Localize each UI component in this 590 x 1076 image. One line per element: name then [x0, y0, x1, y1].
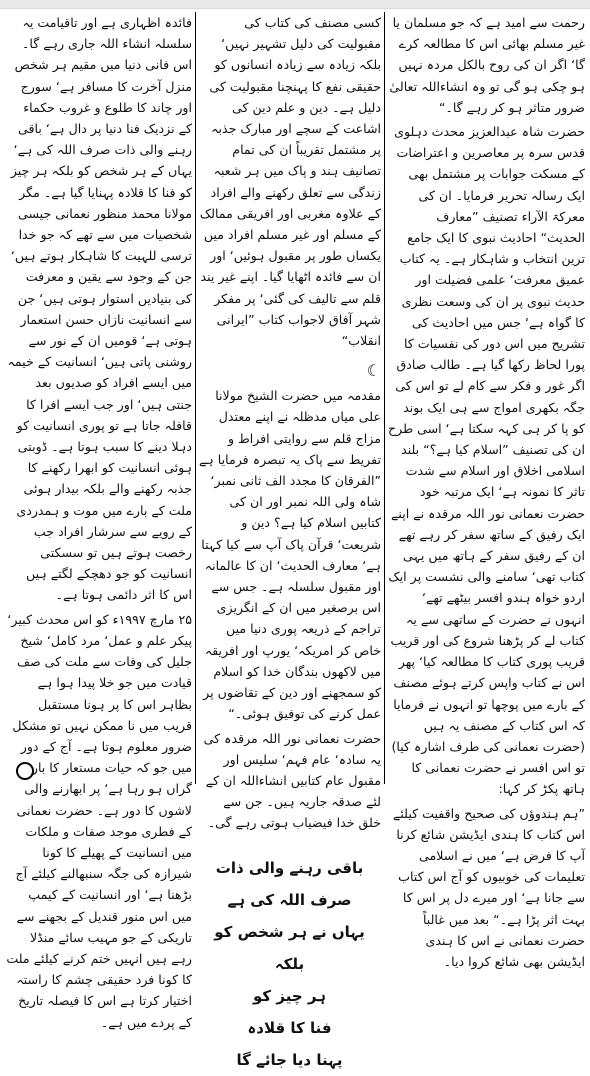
column-divider [384, 12, 385, 784]
quote-line: فنا کا قلادہ [247, 1018, 332, 1037]
quote-line: ہر چیز کو [253, 986, 326, 1005]
column-paragraph: کسی مصنف کی کتاب کی مقبولیت کی دلیل تشہیر نہیں‘ بلکہ زیادہ سے زیادہ انسانوں کو حقیقی نفع کا پہنچنا مقبولیت کی دلیل ہے۔ دین و علم دین کی اشاعت کے سچے اور مبارک جذبہ پر مشتمل تقریباً ان کی تمام تصانیف ہند و پاک میں ہر شعبہ زندگی سے تعلق رکھنے والے افراد کے علاوہ مغربی اور افریقی ممالک کے مسلم اور غیر مسلم افراد میں یکساں طور پر مقبول ہوئیں‘ اور ان سے فائدہ اٹھایا گیا۔ اپنے غیر یند قلم سے تالیف کی گئی‘ پر مفکر شہر آفاق لاجواب کتاب ”ایرانی انقلاب“ [199, 15, 381, 349]
article-column-left [6, 12, 192, 1030]
page-header-strip [0, 0, 590, 9]
quote-line: یہاں نے ہر شخص کو بلکہ [214, 922, 365, 973]
quote-line: باقی رہنے والی ذات [215, 858, 364, 877]
quote-line: پہنا دیا جائے گا [236, 1050, 343, 1069]
column-paragraph: فائدہ اظہاری ہے اور تاقیامت یہ سلسلہ انشاء اللہ جاری رہے گا۔ اس فانی دنیا میں مقیم ہر شخص منزل آخرت کا مسافر ہے‘ سورج اور چاند کا طلوع و غروب حکماء کے نزدیک فنا دنیا پر دال ہے‘ باقی رہنے والی ذات صرف اللہ کی ہے‘ یہاں کے ہر شخص کو بلکہ ہر چیز کو فنا کا قلادہ پہنایا گیا ہے۔ مگر مولانا محمد منظور نعمانی جیسی شخصیات میں سے تھے کہ جو خدا ترسی للہیت کا شاہکار ہوتے ہیں‘ جن کے وجود سے یقین و معرفت کی بنیادیں استوار ہوتی ہیں‘ جن سے انسانیت نازاں حسن استعمار ہوتی ہے‘ قومیں ان کے نور سے روشنی پاتی ہیں‘ انسانیت کے خیمہ میں ایسے افراد کو صدیوں بعد جنتی ہیں‘ اور جب ایسے افرا کا قافلہ جاتا ہے تو پوری انسانیت کو دہلا دینے کا سبب ہوتا ہے۔ ڈوبتی ہوئی انسانیت کو ابھرا رکھنے کا جذبہ رکھنے والے بلکہ بیدار ہوئی ملت کے بارے میں موت و ہمدردی کے رویے سے سرشار افراد جب رخصت ہوتے ہیں تو سسکتی انسانیت کو جو دھچکے لگتے ہیں اس کا اثر دائمی ہوتا ہے۔ [7, 15, 192, 603]
column-paragraph: حضرت شاہ عبدالعزیز محدث دہلوی قدس سرہ پر معاصرین و اعتراضات کے مسکت جوابات پر مشتمل بھی ایک رسالہ تحریر فرمایا۔ ان کی معرکۃ الآراء تصنیف ”معارف الحدیث“ احادیث نبوی کا ایک جامع ترین انتخاب و شاہکار ہے۔ یہ کتاب عمیق معرفت‘ علمی فضیلت اور حدیث نبوی پر ان کی وسعت نظری کا گواہ ہے‘ جس میں احادیث کی تشریح میں اس دور کی نفسیات کا پورا لحاظ رکھا گیا ہے۔ طالب صادق اگر غور و فکر سے کام لے تو اس کی جگہ بکھری امواج سے ہی ایک بوند کو پا کر ہی کہہ سکتا ہے‘ اسی طرح ان کی تصنیف ”اسلام کیا ہے؟“ بلند اسلامی اخلاق اور اسلام سے شدت تاثر کا نمونہ ہے‘ ایک مرتبہ خود حضرت نعمانی نور اللہ مرقدہ نے اپنے ایک رفیق کے ساتھ سفر کر رہے تھے ان کے رفیق سفر کے ہاتھ میں یہی کتاب تھی‘ سامنے والی نشست پر ایک اردو خواہ ہندو افسر بیٹھے تھے‘ انہوں نے حضرت کے ساتھی سے یہ کتاب لے کر پڑھنا شروع کی اور قریب قریب پوری کتاب کا مطالعہ کیا‘ پھر اس نے کتاب واپس کرتے ہوئے مصنف کے بارے میں پوچھا تو انہوں نے فرمایا کہ اس کتاب کے مصنف یہ ہیں (حضرت نعمانی کی طرف اشارہ کیا) تو اس افسر نے حضرت نعمانی کا ہاتھ پکڑ کر کہا: [388, 124, 585, 797]
column-paragraph: ”ہم ہندوؤں کی صحیح واقفیت کیلئے اس کتاب کا ہندی ایڈیشن شائع کرنا آپ کا فرض ہے‘ میں نے اسلامی تعلیمات کی خوبیوں کو آج اس کتاب سے جانا ہے‘ اور میرے دل پر اس کا بہت اثر پڑا ہے۔“ بعد میں غالباً حضرت نعمانی نے اس کا ہندی ایڈیشن بھی شائع کروا دیا۔ [392, 805, 585, 969]
column-paragraph: حضرت نعمانی نور اللہ مرقدہ کی یہ سادہ‘ عام فہم‘ سلیس اور مقبول عام کتابیں انشاءاللہ ان کے لئے صدقہ جاریہ ہیں۔ جن سے خلق خدا فیضیاب ہوتی رہے گی۔ [203, 730, 381, 831]
column-paragraph: رحمت سے امید ہے کہ جو مسلمان یا غیر مسلم بھائی اس کا مطالعہ کرے گا‘ اگر ان کی روح بالکل مردہ نہیں ہو چکی ہو گی تو وہ انشاءاللہ تعالیٰ ضرور متاثر ہو کر رہے گا۔“ [389, 15, 585, 115]
column-paragraph: ۲۵ مارچ ۱۹۹۷ء کو اس محدث کبیر‘ پیکر علم و عمل‘ مرد کامل‘ شیخ جلیل کی وفات سے ملت کی صف قیادت میں جو خلا پیدا ہوا ہے بظاہر اس کا پر ہونا مستقبل قریب میں نا ممکن نہیں تو مشکل ضرور معلوم ہوتا ہے۔ آج کے دور میں جو کہ حیات مستعار کا بار گراں ہو رہا ہے‘ پر ابھارنے والی لاشوں کا دور ہے۔ حضرت نعمانی کے فطری موجد صفات و ملکات میں انسانیت کے پھیلے کا کونا شیرازہ کی جگہ سنبھالنے کیلئے آج بڑھنا ہے‘ اور انسانیت کے کیمپ میں اس منور قندیل کے بجھنے سے تاریکی کے جو مہیب سائے منڈلا رہے ہیں انہیں ختم کرنے کیلئے ملت کا کونا فرد حقیقی چشم کا راستہ اختیار کرتا ہے اس کا فیصلہ تاریخ کے پردے میں ہے۔ [6, 611, 192, 1030]
column-divider [195, 12, 196, 784]
calligraphy-quote [198, 852, 381, 1076]
end-marker-circle-icon [16, 762, 34, 780]
column-paragraph: مقدمہ میں حضرت الشیخ مولانا علی میاں مدظلہ نے اپنے معتدل مزاج قلم سے روایتی افراط و تفریط سے پاک یہ تبصرہ فرمایا ہے ”الفرقان کا مجدد الف ثانی نمبر‘ شاہ ولی اللہ نمبر اور ان کی کتابیں اسلام کیا ہے؟ دین و شریعت‘ قرآن پاک آپ سے کیا کہتا ہے‘ معارف الحدیث‘ ان کا عالمانہ اور مقبول سلسلہ ہے۔ جس سے اس برصغیر میں ان کے انگریزی تراجم کے ذریعہ پوری دنیا میں خاص کر امریکہ‘ یورپ اور افریقہ میں لاکھوں بندگان خدا کو اسلام کو سمجھنے اور دین کے تقاضوں پر عمل کرنے کی توفیق ہوئی۔“ [199, 388, 381, 722]
article-column-middle [198, 12, 381, 1069]
section-mark: ☾ [366, 361, 381, 381]
article-column-right [388, 12, 585, 969]
quote-line: صرف اللہ کی ہے [227, 890, 352, 909]
